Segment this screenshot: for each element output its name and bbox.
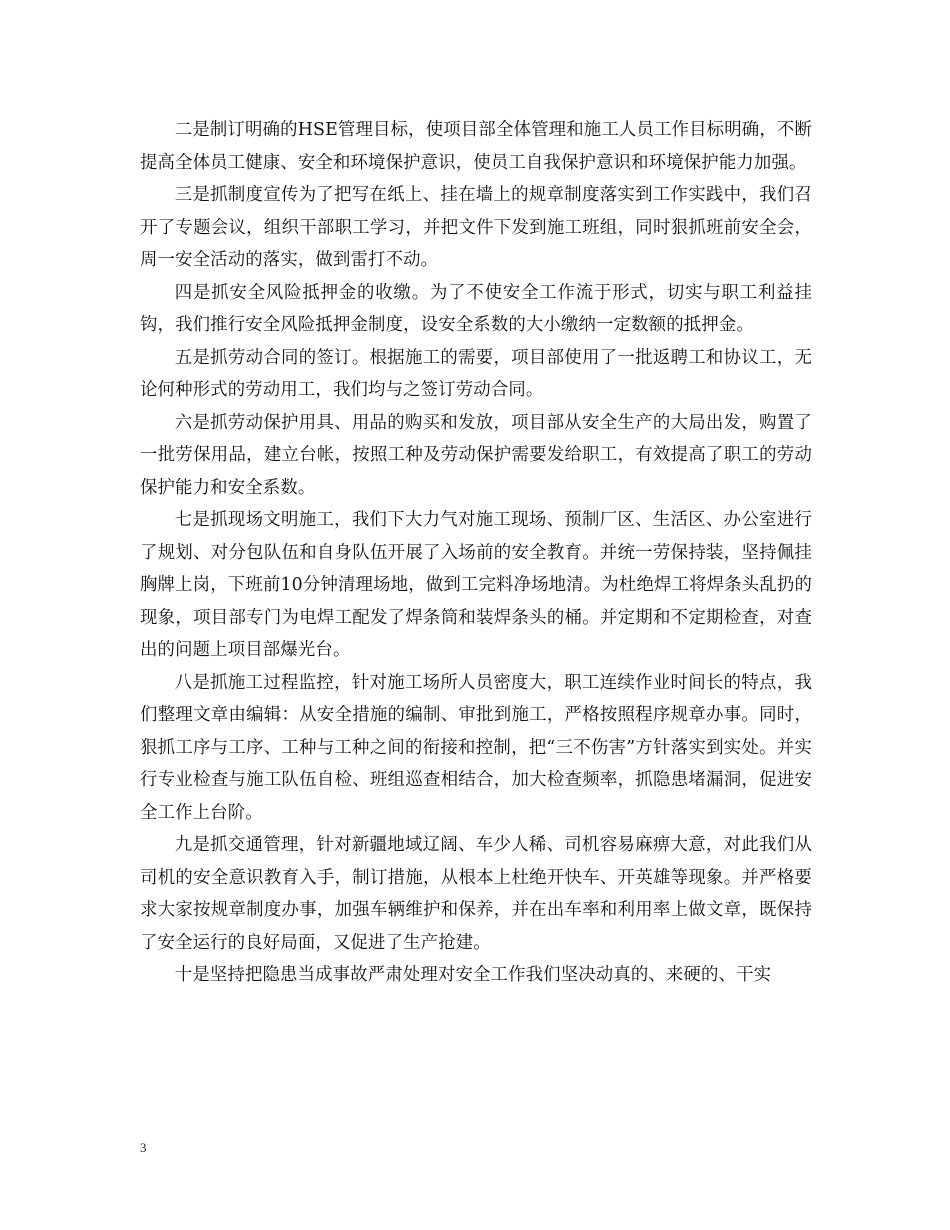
paragraph-2-hse-goals: 二是制订明确的HSE管理目标，使项目部全体管理和施工人员工作目标明确，不断提高全体员工健康、安全和环境保护意识，使员工自我保护意识和环境保护能力加强。 xyxy=(140,120,812,173)
paragraph-3-system-publicity: 三是抓制度宣传为了把写在纸上、挂在墙上的规章制度落实到工作实践中，我们召开了专题会议，组织干部职工学习，并把文件下发到施工班组，同时狠抓班前安全会，周一安全活动的落实，做到雷打不动。 xyxy=(140,185,812,270)
paragraph-7-civilized-construction: 七是抓现场文明施工，我们下大力气对施工现场、预制厂区、生活区、办公室进行了规划、对分包队伍和自身队伍开展了入场前的安全教育。并统一劳保持装，坚持佩挂胸牌上岗，下班前10分钟清理场地，做到工完料净场地清。为杜绝焊工将焊条头乱扔的现象，项目部专门为电焊工配发了焊条筒和装焊条头的桶。并定期和不定期检查，对查出的问题上项目部爆光台。 xyxy=(140,510,812,660)
page-number: 3 xyxy=(140,1140,147,1155)
document-body xyxy=(140,114,812,992)
paragraph-4-risk-deposit: 四是抓安全风险抵押金的收缴。为了不使安全工作流于形式，切实与职工利益挂钩，我们推行安全风险抵押金制度，设安全系数的大小缴纳一定数额的抵押金。 xyxy=(140,282,812,335)
paragraph-9-traffic-management: 九是抓交通管理，针对新疆地域辽阔、车少人稀、司机容易麻痹大意，对此我们从司机的安全意识教育入手，制订措施，从根本上杜绝开快车、开英雄等现象。并严格要求大家按规章制度办事，加强车辆维护和保养，并在出车率和利用率上做文章，既保持了安全运行的良好局面，又促进了生产抢建。 xyxy=(140,835,812,953)
paragraph-8-process-monitoring: 八是抓施工过程监控，针对施工场所人员密度大，职工连续作业时间长的特点，我们整理文章由编辑：从安全措施的编制、审批到施工，严格按照程序规章办事。同时，狠抓工序与工序、工种与工种之间的衔接和控制，把“三不伤害”方针落实到实处。并实行专业检查与施工队伍自检、班组巡查相结合，加大检查频率，抓隐患堵漏洞，促进安全工作上台阶。 xyxy=(140,672,812,823)
paragraph-10-hazard-handling: 十是坚持把隐患当成事故严肃处理对安全工作我们坚决动真的、来硬的、干实 xyxy=(174,965,772,985)
paragraph-6-protective-equipment: 六是抓劳动保护用具、用品的购买和发放，项目部从安全生产的大局出发，购置了一批劳保用品，建立台帐，按照工种及劳动保护需要发给职工，有效提高了职工的劳动保护能力和安全系数。 xyxy=(140,412,812,498)
paragraph-5-labor-contract: 五是抓劳动合同的签订。根据施工的需要，项目部使用了一批返聘工和协议工，无论何种形式的劳动用工，我们均与之签订劳动合同。 xyxy=(140,347,812,400)
